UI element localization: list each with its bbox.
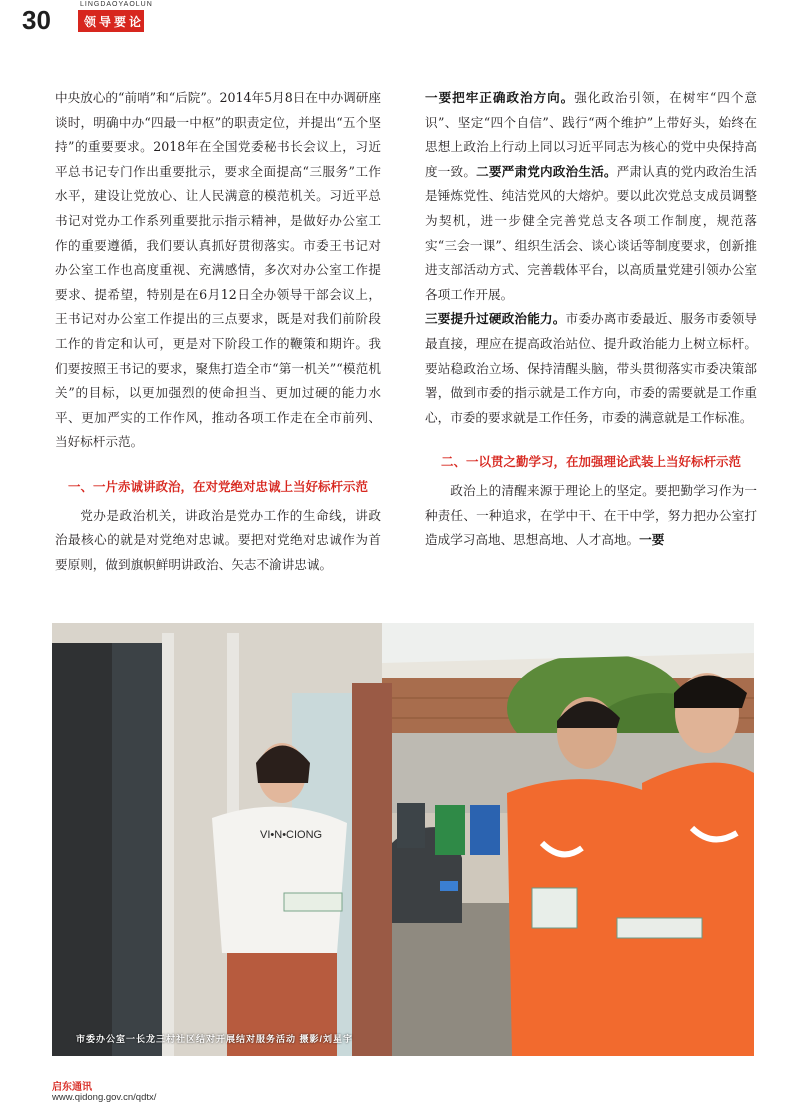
paragraph: 中央放心的“前哨”和“后院”。2014年5月8日在中办调研座谈时，明确中办“四最一中枢”的职责定位，并提出“五个坚持”的重要要求。2018年在全国党委秘书长会议上，习近平总书记专门作出重要批示，要求全面提高“三服务”工作水平，建设让党放心、让人民满意的模范机关。习近平总书记对党办工作系列重要批示指示精神，是做好办公室工作的重要遵循，我们要认真抓好贯彻落实。市委王书记对办公室工作也高度重视、充满感情，多次对办公室工作提要求、提希望，特别是在6月12日全办领导干部会议上，王书记对办公室工作提出的三点要求，既是对我们前阶段工作的肯定和认可，更是对下阶段工作的鞭策和期许。我们要按照王书记的要求，聚焦打造全市“第一机关”“模范机关”的目标，以更加强烈的使命担当、更加过硬的能力水平、更加严实的工作作风，推动各项工作走在全市前列、当好标杆示范。 (55, 90, 381, 450)
paragraph (425, 86, 757, 307)
body-text: 严肃认真的党内政治生活是锤炼党性、纯洁党风的大熔炉。要以此次党总支成员调整为契机，进一步健全完善党总支各项工作制度，规范落实“三会一课”、组织生活会、谈心谈话等制度要求，创新推进支部活动方式、完善载体平台，以高质量党建引领办公室各项工作开展。 (425, 163, 758, 302)
photo-caption: 市委办公室一长龙三村社区结对开展结对服务活动 摄影/刘星宇 (76, 1034, 354, 1044)
lead-phrase: 二要严肃党内政治生活。 (476, 163, 617, 179)
header-section-title: 领导要论 (84, 15, 145, 29)
footer-brand: 启东通讯 (52, 1082, 92, 1093)
paragraph: 党办是政治机关，讲政治是党办工作的生命线，讲政治最核心的就是对党绝对忠诚。要把对党绝对忠诚作为首要原则，做到旗帜鲜明讲政治、矢志不渝讲忠诚。 (55, 507, 381, 572)
section-heading-1: 一、一片赤诚讲政治，在对党绝对忠诚上当好标杆示范 (67, 479, 368, 494)
lead-phrase: 三要提升过硬政治能力。 (425, 311, 566, 327)
photo-illustration (52, 623, 754, 1056)
page-number: 30 (22, 5, 51, 35)
community-service-photo (52, 623, 754, 1056)
header-english-title: LINGDAOYAOLUN (80, 1, 153, 8)
body-text: 市委办离市委最近、服务市委领导最直接，理应在提高政治站位、提升政治能力上树立标杆。要站稳政治立场、保持清醒头脑，带头贯彻落实市委决策部署，做到市委的指示就是工作方向，市委的需要就是工作重心，市委的要求就是工作任务，市委的满意就是工作标准。 (425, 311, 758, 425)
body-text: 强化政治引领，在树牢“四个意识”、坚定“四个自信”、践行“两个维护”上带好头，始终在思想上政治上行动上同以习近平同志为核心的党中央保持高度一致。 (425, 90, 757, 179)
footer-url[interactable]: www.qidong.gov.cn/qdtx/ (52, 1092, 157, 1103)
paragraph (425, 307, 757, 430)
paragraph (425, 479, 757, 553)
shirt-print-text: VI•N•CIONG (260, 829, 323, 841)
left-column (55, 86, 381, 577)
right-column (425, 86, 757, 553)
section-heading-2: 二、一以贯之勤学习，在加强理论武装上当好标杆示范 (440, 455, 741, 470)
lead-phrase: 一要 (639, 532, 665, 548)
body-text: 政治上的清醒来源于理论上的坚定。要把勤学习作为一种责任、一种追求，在学中干、在干中学，努力把办公室打造成学习高地、思想高地、人才高地。 (425, 482, 757, 548)
lead-phrase: 一要把牢正确政治方向。 (425, 90, 575, 105)
